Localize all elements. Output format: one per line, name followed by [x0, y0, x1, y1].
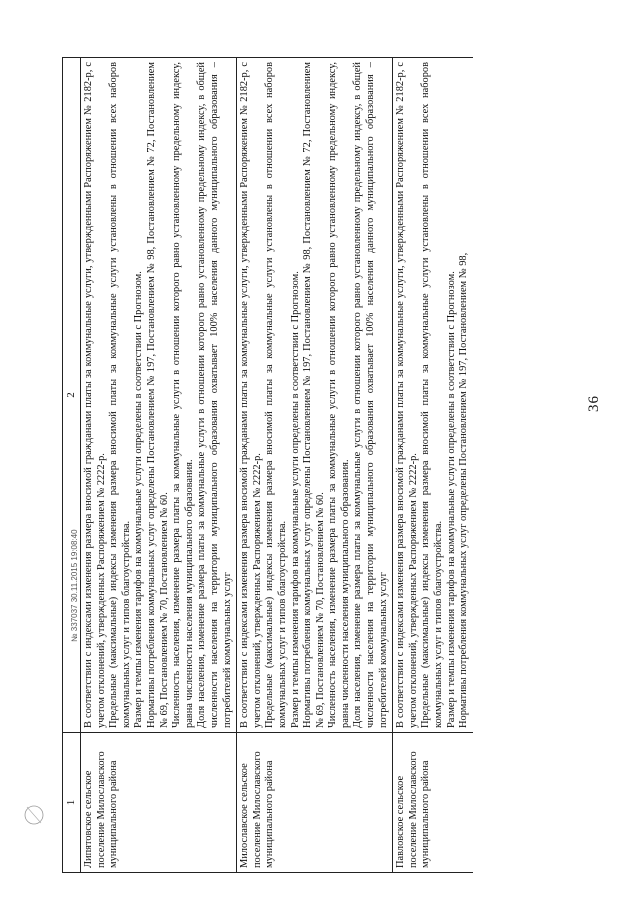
settlement-description	[237, 58, 393, 733]
settlement-name: Павловское сельское поселение Милославского муниципального района	[393, 733, 473, 873]
paragraph: Нормативы потребления коммунальных услуг определены Постановлением № 197, Постановлением № 98,	[458, 252, 470, 728]
paragraph: Размер и темпы изменения тарифов на коммунальные услуги определены в соответствии с Прогнозом.	[445, 271, 457, 728]
settlement-name: Милославское сельское поселение Милославского муниципального района	[237, 733, 393, 873]
paragraph: Размер и темпы изменения тарифов на коммунальные услуги определены в соответствии с Прогнозом.	[133, 271, 145, 728]
settlement-description	[393, 58, 473, 733]
paragraph: Нормативы потребления коммунальных услуг определены Постановлением № 197, Постановлением № 98, Постановлением № 72, Постановлением № 69, Постановлением № 70, Постановлением № 60.	[302, 62, 326, 728]
table-row	[237, 58, 393, 873]
paragraph: В соответствии с индексами изменения размера вносимой гражданами платы за коммунальные услуги, утвержденными Распоряжением № 2182-р, с учетом отклонений, утвержденных Распоряжением № 2222-р.	[239, 62, 263, 728]
settlement-description	[81, 58, 237, 733]
table-row	[393, 58, 473, 873]
header-col-1: 1	[63, 733, 81, 873]
paragraph: Предельные (максимальные) индексы изменения размера вносимой платы за коммунальные услуги установлены в отношении всех наборов коммунальных услуг и типов благоустройства.	[420, 62, 445, 728]
paragraph: Размер и темпы изменения тарифов на коммунальные услуги определены в соответствии с Прогнозом.	[289, 271, 301, 728]
paragraph: Доля населения, изменение размера платы за коммунальные услуги в отношении которого равно установленному предельному индексу, в общей численности населения на территории муниципального образования охватывает 100% населения данного муниципального образования – потребителей коммунальных услуг	[196, 62, 233, 728]
paragraph: Предельные (максимальные) индексы изменения размера вносимой платы за коммунальные услуги установлены в отношении всех наборов коммунальных услуг и типов благоустройства.	[108, 62, 132, 728]
settlement-name: Липятовское сельское поселение Милославского муниципального района	[81, 733, 237, 873]
page-number: 36	[586, 395, 602, 412]
tariff-table	[62, 57, 473, 873]
table-row	[81, 58, 237, 873]
paragraph: Доля населения, изменение размера платы за коммунальные услуги в отношении которого равно установленному предельному индексу, в общей численности населения на территории муниципального образования охватывает 100% населения данного муниципального образования – потребителей коммунальных услуг	[352, 62, 389, 728]
paragraph: Численность населения, изменение размера платы за коммунальные услуги в отношении которого равно установленному предельному индексу, равна численности населения муниципального образования.	[171, 62, 195, 728]
paragraph: Предельные (максимальные) индексы изменения размера вносимой платы за коммунальные услуги установлены в отношении всех наборов коммунальных услуг и типов благоустройства.	[264, 62, 288, 728]
paragraph: Нормативы потребления коммунальных услуг определены Постановлением № 197, Постановлением № 98, Постановлением № 72, Постановлением № 69, Постановлением № 70, Постановлением № 60.	[145, 62, 170, 728]
document-table-container	[62, 58, 562, 873]
header-col-2: 2	[63, 58, 81, 733]
registration-stamp: № 337037 30.11.2015 19:08:40	[70, 529, 79, 642]
paragraph: Численность населения, изменение размера платы за коммунальные услуги в отношении которого равно установленному предельному индексу, равна численности населения муниципального образования.	[327, 62, 351, 728]
stamp-icon	[19, 801, 49, 829]
paragraph: В соответствии с индексами изменения размера вносимой гражданами платы за коммунальные услуги, утвержденными Распоряжением № 2182-р, с учетом отклонений, утвержденных Распоряжением № 2222-р.	[395, 62, 419, 728]
paragraph: В соответствии с индексами изменения размера вносимой гражданами платы за коммунальные услуги, утвержденными Распоряжением № 2182-р, с учетом отклонений, утвержденных Распоряжением № 2222-р.	[83, 62, 107, 728]
table-header-row	[63, 58, 81, 873]
